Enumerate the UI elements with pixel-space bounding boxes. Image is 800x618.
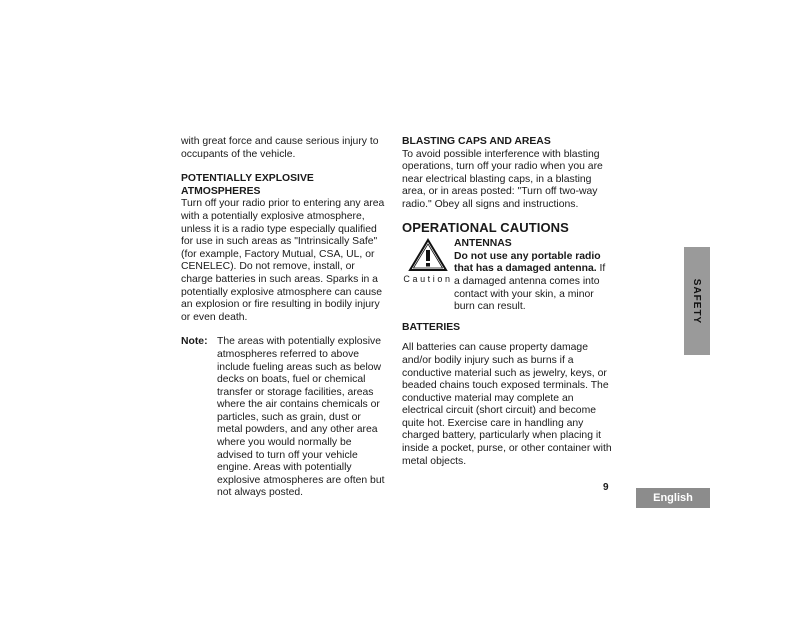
note-block <box>181 336 389 500</box>
blasting-caps-heading: BLASTING CAPS AND AREAS <box>402 136 551 147</box>
antennas-warning: Do not use any portable radio that has a damaged antenna. <box>454 250 601 275</box>
caution-label: Caution <box>403 274 453 285</box>
operational-cautions-heading: OPERATIONAL CAUTIONS <box>402 219 569 235</box>
right-column <box>402 136 612 468</box>
batteries-body: All batteries can cause property damage and/or bodily injury such as burns if a conductive material such as jewelry, keys, or beaded chains touch exposed terminals. The conductive material may complete an electrical circuit (short circuit) and become quite hot. Exercise care in handling any charged battery, particularly when placing it inside a pocket, purse, or other container with metal objects. <box>402 342 612 467</box>
safety-tab-label: SAFETY <box>691 278 703 324</box>
explosive-atmospheres-heading: POTENTIALLY EXPLOSIVE ATMOSPHERES <box>181 173 314 197</box>
batteries-heading: BATTERIES <box>402 321 461 333</box>
warning-triangle-icon <box>408 238 448 272</box>
safety-section-tab <box>684 247 710 355</box>
caution-symbol <box>402 238 454 314</box>
blasting-caps-body: To avoid possible interference with blasting operations, turn off your radio when you are near electrical blasting caps, in a blasting area, or in areas posted: "Turn off two-way radio." Obey all signs and instructions. <box>402 148 603 210</box>
note-label: Note: <box>181 336 208 348</box>
page-number: 9 <box>603 482 609 493</box>
antennas-heading: ANTENNAS <box>454 238 512 250</box>
antennas-text: If a damaged antenna comes into contact with your skin, a minor burn can result. <box>454 263 606 313</box>
antennas-body <box>454 251 612 314</box>
antennas-caution-block <box>402 238 612 314</box>
intro-paragraph: with great force and cause serious injury to occupants of the vehicle. <box>181 136 379 160</box>
left-column <box>181 136 389 500</box>
language-tab: English <box>636 488 710 508</box>
note-text: The areas with potentially explosive atmospheres referred to above include fueling areas such as below decks on boats, fuel or chemical transfer or storage facilities, areas where the air contains chemicals or particles, such as grain, dust or metal powders, and any other area where you would normally be advised to turn off your vehicle engine. Areas with potentially explosive atmospheres are often but not always posted. <box>217 336 385 499</box>
explosive-atmospheres-body: Turn off your radio prior to entering any area with a potentially explosive atmosphere, unless it is a radio type especially qualified for use in such areas as "Intrinsically Safe" (for example, Factory Mutual, CSA, UL, or CENELEC). Do not remove, install, or charge batteries in such areas. Sparks in a potentially explosive atmosphere can cause an explosion or fire resulting in bodily injury or even death. <box>181 198 385 323</box>
